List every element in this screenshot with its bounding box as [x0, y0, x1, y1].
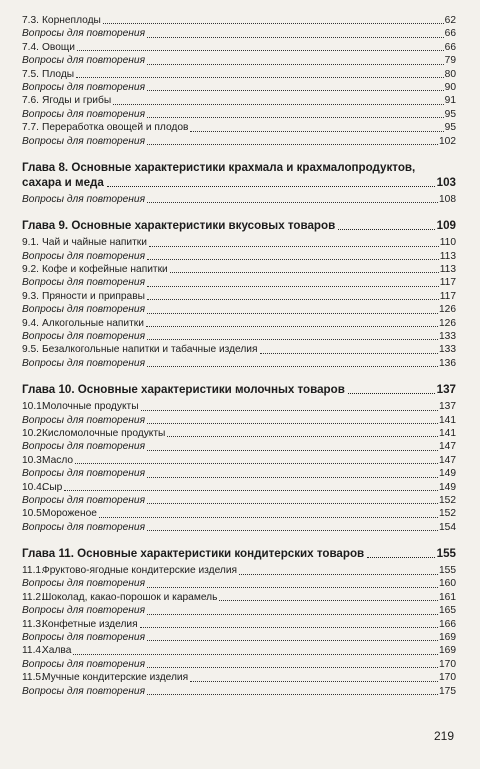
page-ref: 90 [444, 81, 456, 93]
dot-leader [147, 530, 438, 531]
page-ref: 141 [439, 414, 456, 426]
section-number: 11.4. [22, 645, 44, 657]
page-ref: 66 [444, 28, 456, 40]
page-ref: 137 [439, 401, 456, 413]
dot-leader [75, 463, 438, 464]
dot-leader [107, 186, 435, 187]
section-number: 9.3. [22, 290, 39, 302]
toc-section-entry [22, 14, 456, 27]
dot-leader [146, 326, 438, 327]
toc-section-entry [22, 343, 456, 356]
section-title: Корнеплоды [42, 14, 101, 26]
toc-section-entry [22, 317, 456, 330]
dot-leader [338, 229, 434, 230]
toc-section-entry [22, 121, 456, 134]
page-ref: 109 [436, 219, 456, 233]
page-ref: 147 [439, 454, 456, 466]
review-title: Вопросы для повторения [22, 277, 146, 289]
dot-leader [77, 50, 444, 51]
review-title: Вопросы для повторения [22, 193, 146, 205]
toc-section-entry [22, 290, 456, 303]
toc-chapter [22, 546, 456, 561]
section-title: Переработка овощей и плодов [42, 122, 189, 134]
page-ref: 160 [439, 578, 456, 590]
page-ref: 169 [439, 632, 456, 644]
toc-review-entry [22, 193, 456, 206]
review-title: Вопросы для повторения [22, 605, 146, 617]
toc-section-entry [22, 671, 456, 684]
dot-leader [147, 90, 444, 91]
toc-section-entry [22, 427, 456, 440]
review-title: Вопросы для повторения [22, 331, 146, 343]
review-title: Вопросы для повторения [22, 521, 146, 533]
toc-section-entry [22, 263, 456, 276]
dot-leader [140, 627, 438, 628]
section-number: 9.1. [22, 237, 39, 249]
section-number: 9.5. [22, 344, 39, 356]
dot-leader [260, 353, 438, 354]
page-ref: 108 [439, 193, 456, 205]
section-number: 7.7. [22, 122, 39, 134]
review-title: Вопросы для повторения [22, 81, 146, 93]
toc-chapter [22, 218, 456, 233]
dot-leader [239, 574, 438, 575]
section-title: Плоды [42, 68, 75, 80]
dot-leader [147, 423, 438, 424]
section-number: 10.5. [22, 508, 45, 520]
toc-section-entry [22, 68, 456, 81]
section-number: 11.1. [22, 565, 44, 577]
section-title: Безалкогольные напитки и табачные изделия [42, 344, 258, 356]
page-ref: 95 [444, 122, 456, 134]
page-ref: 136 [439, 357, 456, 369]
chapter-title: Глава 9. Основные характеристики вкусовых товаров [22, 219, 336, 233]
dot-leader [147, 202, 438, 203]
toc-section-entry [22, 94, 456, 107]
dot-leader [103, 23, 444, 24]
review-title: Вопросы для повторения [22, 108, 146, 120]
section-title: Пряности и приправы [42, 290, 145, 302]
dot-leader [147, 286, 439, 287]
page-ref: 117 [439, 277, 456, 289]
section-number: 9.2. [22, 264, 39, 276]
dot-leader [367, 557, 434, 558]
page-ref: 166 [439, 618, 456, 630]
toc-section-entry [22, 454, 456, 467]
toc-review-entry [22, 521, 456, 534]
page-number: 219 [433, 729, 454, 743]
dot-leader [147, 339, 438, 340]
section-number: 9.4. [22, 317, 39, 329]
dot-leader [348, 393, 435, 394]
dot-leader [219, 600, 438, 601]
toc-review-entry [22, 357, 456, 370]
dot-leader [99, 517, 438, 518]
toc-chapter [22, 160, 456, 190]
section-number: 10.3. [22, 454, 45, 466]
dot-leader [190, 131, 443, 132]
section-title: Ягоды и грибы [42, 95, 112, 107]
toc-review-entry [22, 27, 456, 40]
page-ref: 110 [439, 237, 456, 249]
page-ref: 169 [439, 645, 456, 657]
page-ref: 103 [436, 175, 456, 189]
section-title: Масло [42, 454, 74, 466]
review-title: Вопросы для повторения [22, 658, 146, 670]
dot-leader [147, 477, 438, 478]
page-ref: 170 [439, 672, 456, 684]
review-title: Вопросы для повторения [22, 357, 146, 369]
toc-review-entry [22, 135, 456, 148]
review-title: Вопросы для повторения [22, 632, 146, 644]
page-ref: 126 [439, 317, 456, 329]
page-ref: 79 [444, 55, 456, 67]
toc-review-entry [22, 414, 456, 427]
review-title: Вопросы для повторения [22, 135, 146, 147]
chapter-title: Глава 11. Основные характеристики кондитерских товаров [22, 547, 365, 561]
toc-review-entry [22, 467, 456, 480]
dot-leader [147, 299, 439, 300]
toc-chapter [22, 382, 456, 397]
dot-leader [147, 37, 444, 38]
page-ref: 170 [439, 658, 456, 670]
dot-leader [147, 587, 438, 588]
toc-section-entry [22, 236, 456, 249]
dot-leader [167, 436, 438, 437]
page-ref: 133 [439, 331, 456, 343]
section-title: Халва [42, 645, 72, 657]
chapter-title: Глава 10. Основные характеристики молочных товаров [22, 383, 345, 397]
page-ref: 161 [439, 591, 456, 603]
review-title: Вопросы для повторения [22, 494, 146, 506]
toc-review-entry [22, 108, 456, 121]
page-ref: 152 [439, 494, 456, 506]
toc-section-entry [22, 507, 456, 520]
page-ref: 113 [439, 264, 456, 276]
dot-leader [147, 694, 438, 695]
page-ref: 155 [439, 565, 456, 577]
toc-review-entry [22, 604, 456, 617]
page-ref: 137 [436, 383, 456, 397]
dot-leader [147, 614, 438, 615]
page-ref: 155 [436, 547, 456, 561]
dot-leader [147, 503, 438, 504]
toc-section-entry [22, 400, 456, 413]
dot-leader [147, 667, 438, 668]
toc-section-entry [22, 481, 456, 494]
section-number: 10.2. [22, 427, 45, 439]
review-title: Вопросы для повторения [22, 441, 146, 453]
section-title: Фруктово-ягодные кондитерские изделия [42, 565, 238, 577]
section-title: Алкогольные напитки [42, 317, 144, 329]
chapter-title-line1: Глава 8. Основные характеристики крахмала и крахмалопродуктов, [22, 160, 416, 174]
section-number: 10.4. [22, 481, 45, 493]
review-title: Вопросы для повторения [22, 304, 146, 316]
section-number: 10.1. [22, 401, 45, 413]
page-ref: 175 [439, 685, 456, 697]
toc-review-entry [22, 685, 456, 698]
section-title: Чай и чайные напитки [42, 237, 147, 249]
section-number: 11.5. [22, 672, 44, 684]
dot-leader [147, 640, 438, 641]
dot-leader [141, 410, 438, 411]
dot-leader [64, 490, 438, 491]
toc-review-entry [22, 658, 456, 671]
toc-section-entry [22, 41, 456, 54]
review-title: Вопросы для повторения [22, 28, 146, 40]
dot-leader [147, 366, 438, 367]
page-ref: 133 [439, 344, 456, 356]
review-title: Вопросы для повторения [22, 55, 146, 67]
page-ref: 102 [439, 135, 456, 147]
dot-leader [149, 246, 439, 247]
page-ref: 147 [439, 441, 456, 453]
dot-leader [170, 272, 439, 273]
section-number: 11.2. [22, 591, 44, 603]
dot-leader [147, 259, 439, 260]
toc-review-entry [22, 494, 456, 507]
page-ref: 165 [439, 605, 456, 617]
page-ref: 95 [444, 108, 456, 120]
section-title: Молочные продукты [42, 401, 139, 413]
review-title: Вопросы для повторения [22, 578, 146, 590]
page-ref: 113 [439, 250, 456, 262]
section-title: Кофе и кофейные напитки [42, 264, 168, 276]
toc-review-entry [22, 303, 456, 316]
toc-review-entry [22, 631, 456, 644]
review-title: Вопросы для повторения [22, 414, 146, 426]
page-ref: 91 [444, 95, 456, 107]
dot-leader [147, 144, 438, 145]
page-ref: 66 [444, 41, 456, 53]
toc-review-entry [22, 276, 456, 289]
toc-review-entry [22, 440, 456, 453]
page-ref: 62 [444, 14, 456, 26]
dot-leader [76, 77, 444, 78]
page-ref: 149 [439, 481, 456, 493]
review-title: Вопросы для повторения [22, 468, 146, 480]
dot-leader [113, 104, 444, 105]
toc-section-entry [22, 564, 456, 577]
page-ref: 117 [439, 290, 456, 302]
page-ref: 80 [444, 68, 456, 80]
dot-leader [147, 450, 438, 451]
page-ref: 126 [439, 304, 456, 316]
section-title: Мороженое [42, 508, 97, 520]
section-number: 11.3. [22, 618, 44, 630]
section-title: Мучные кондитерские изделия [42, 672, 189, 684]
toc-section-entry [22, 644, 456, 657]
page-ref: 141 [439, 427, 456, 439]
review-title: Вопросы для повторения [22, 250, 146, 262]
section-title: Овощи [42, 41, 75, 53]
dot-leader [147, 313, 438, 314]
page-ref: 152 [439, 508, 456, 520]
dot-leader [147, 64, 444, 65]
dot-leader [190, 681, 438, 682]
table-of-contents [22, 14, 456, 698]
dot-leader [147, 117, 444, 118]
section-title: Шоколад, какао-порошок и карамель [42, 591, 218, 603]
review-title: Вопросы для повторения [22, 685, 146, 697]
chapter-title-line2: сахара и меда [22, 175, 104, 189]
dot-leader [73, 654, 438, 655]
toc-review-entry [22, 578, 456, 591]
section-title: Конфетные изделия [42, 618, 138, 630]
page-ref: 149 [439, 468, 456, 480]
toc-section-entry [22, 618, 456, 631]
toc-section-entry [22, 591, 456, 604]
toc-review-entry [22, 250, 456, 263]
page-ref: 154 [439, 521, 456, 533]
section-number: 7.4. [22, 41, 39, 53]
section-title: Сыр [42, 481, 63, 493]
toc-review-entry [22, 54, 456, 67]
toc-review-entry [22, 330, 456, 343]
toc-review-entry [22, 81, 456, 94]
section-number: 7.6. [22, 95, 39, 107]
section-number: 7.3. [22, 14, 39, 26]
section-number: 7.5. [22, 68, 39, 80]
section-title: Кисломолочные продукты [42, 427, 166, 439]
